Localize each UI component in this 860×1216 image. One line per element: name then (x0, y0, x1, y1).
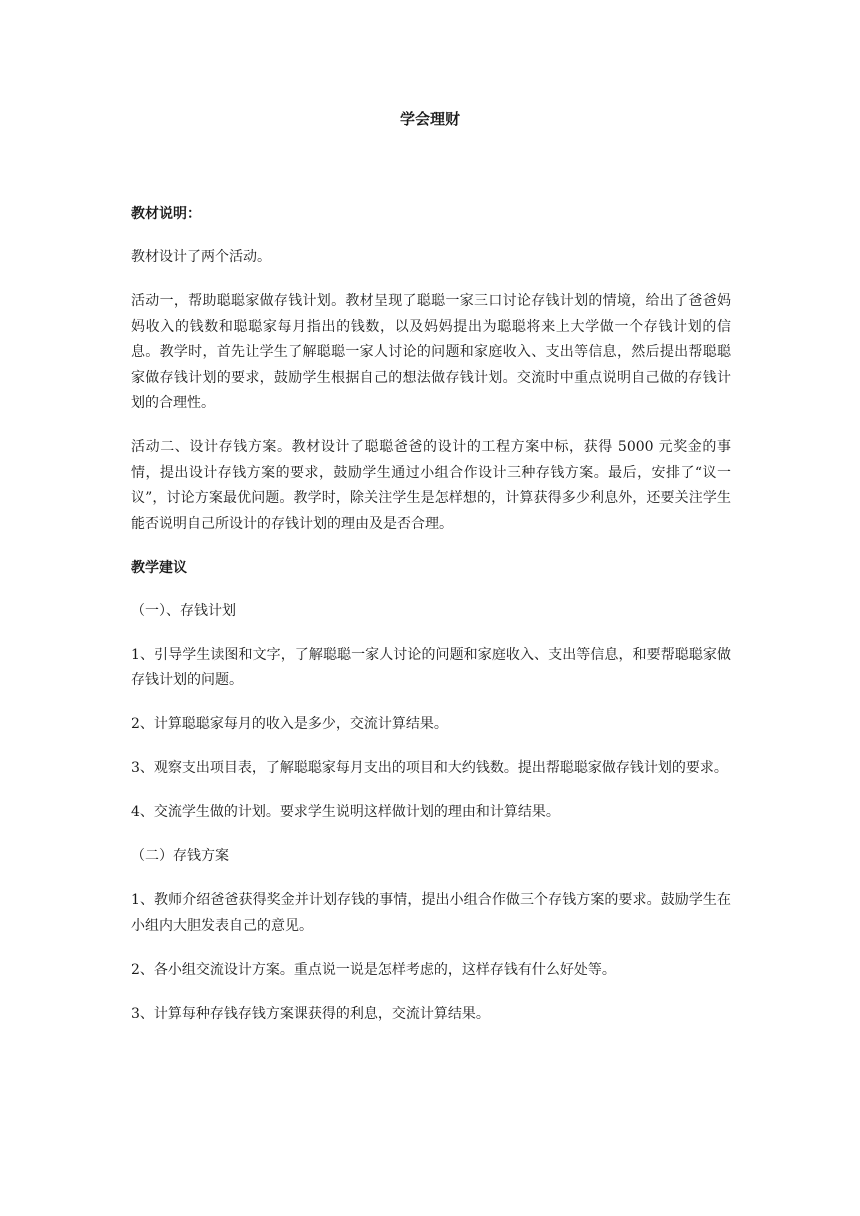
section-heading-materials: 教材说明： (131, 206, 201, 222)
list-item: 3、观察支出项目表，了解聪聪家每月支出的项目和大约钱数。提出帮聪聪家做存钱计划的要求。 (131, 760, 728, 776)
list-item: 3、计算每种存钱存钱方案课获得的利息，交流计算结果。 (131, 1005, 490, 1022)
list-item: 4、交流学生做的计划。要求学生说明这样做计划的理由和计算结果。 (131, 804, 560, 820)
section-heading-suggestions: 教学建议 (131, 559, 187, 576)
list-item: 1、引导学生读图和文字，了解聪聪一家人讨论的问题和家庭收入、支出等信息，和要帮聪聪家做存钱计划的问题。 (131, 646, 731, 688)
paragraph: 活动一，帮助聪聪家做存钱计划。教材呈现了聪聪一家三口讨论存钱计划的情境，给出了爸爸妈妈收入的钱数和聪聪家每月指出的钱数，以及妈妈提出为聪聪将来上大学做一个存钱计划的信息。教学时，首先让学生了解聪聪一家人讨论的问题和家庭收入、支出等信息，然后提出帮聪聪家做存钱计划的要求，鼓励学生根据自己的想法做存钱计划。交流时中重点说明自己做的存钱计划的合理性。 (131, 293, 731, 411)
document-body (131, 202, 731, 1046)
subsection-label: （一）、存钱计划 (131, 602, 236, 619)
document-title: 学会理财 (399, 110, 460, 128)
paragraph: 教材设计了两个活动。 (131, 249, 271, 265)
paragraph: 活动二、设计存钱方案。教材设计了聪聪爸爸的设计的工程方案中标，获得 5000 元奖金的事情，提出设计存钱方案的要求，鼓励学生通过小组合作设计三种存钱方案。最后，安排了“议一议”，讨论方案最优问题。教学时，除关注学生是怎样想的，计算获得多少利息外，还要关注学生能否说明自己所设计的存钱计划的理由及是否合理。 (131, 439, 731, 532)
subsection-label: （二）存钱方案 (131, 848, 229, 864)
list-item: 2、计算聪聪家每月的收入是多少，交流计算结果。 (131, 716, 448, 732)
list-item: 2、各小组交流设计方案。重点说一说是怎样考虑的，这样存钱有什么好处等。 (131, 961, 616, 978)
list-item: 1、教师介绍爸爸获得奖金并计划存钱的事情，提出小组合作做三个存钱方案的要求。鼓励学生在小组内大胆发表自己的意见。 (131, 892, 731, 934)
